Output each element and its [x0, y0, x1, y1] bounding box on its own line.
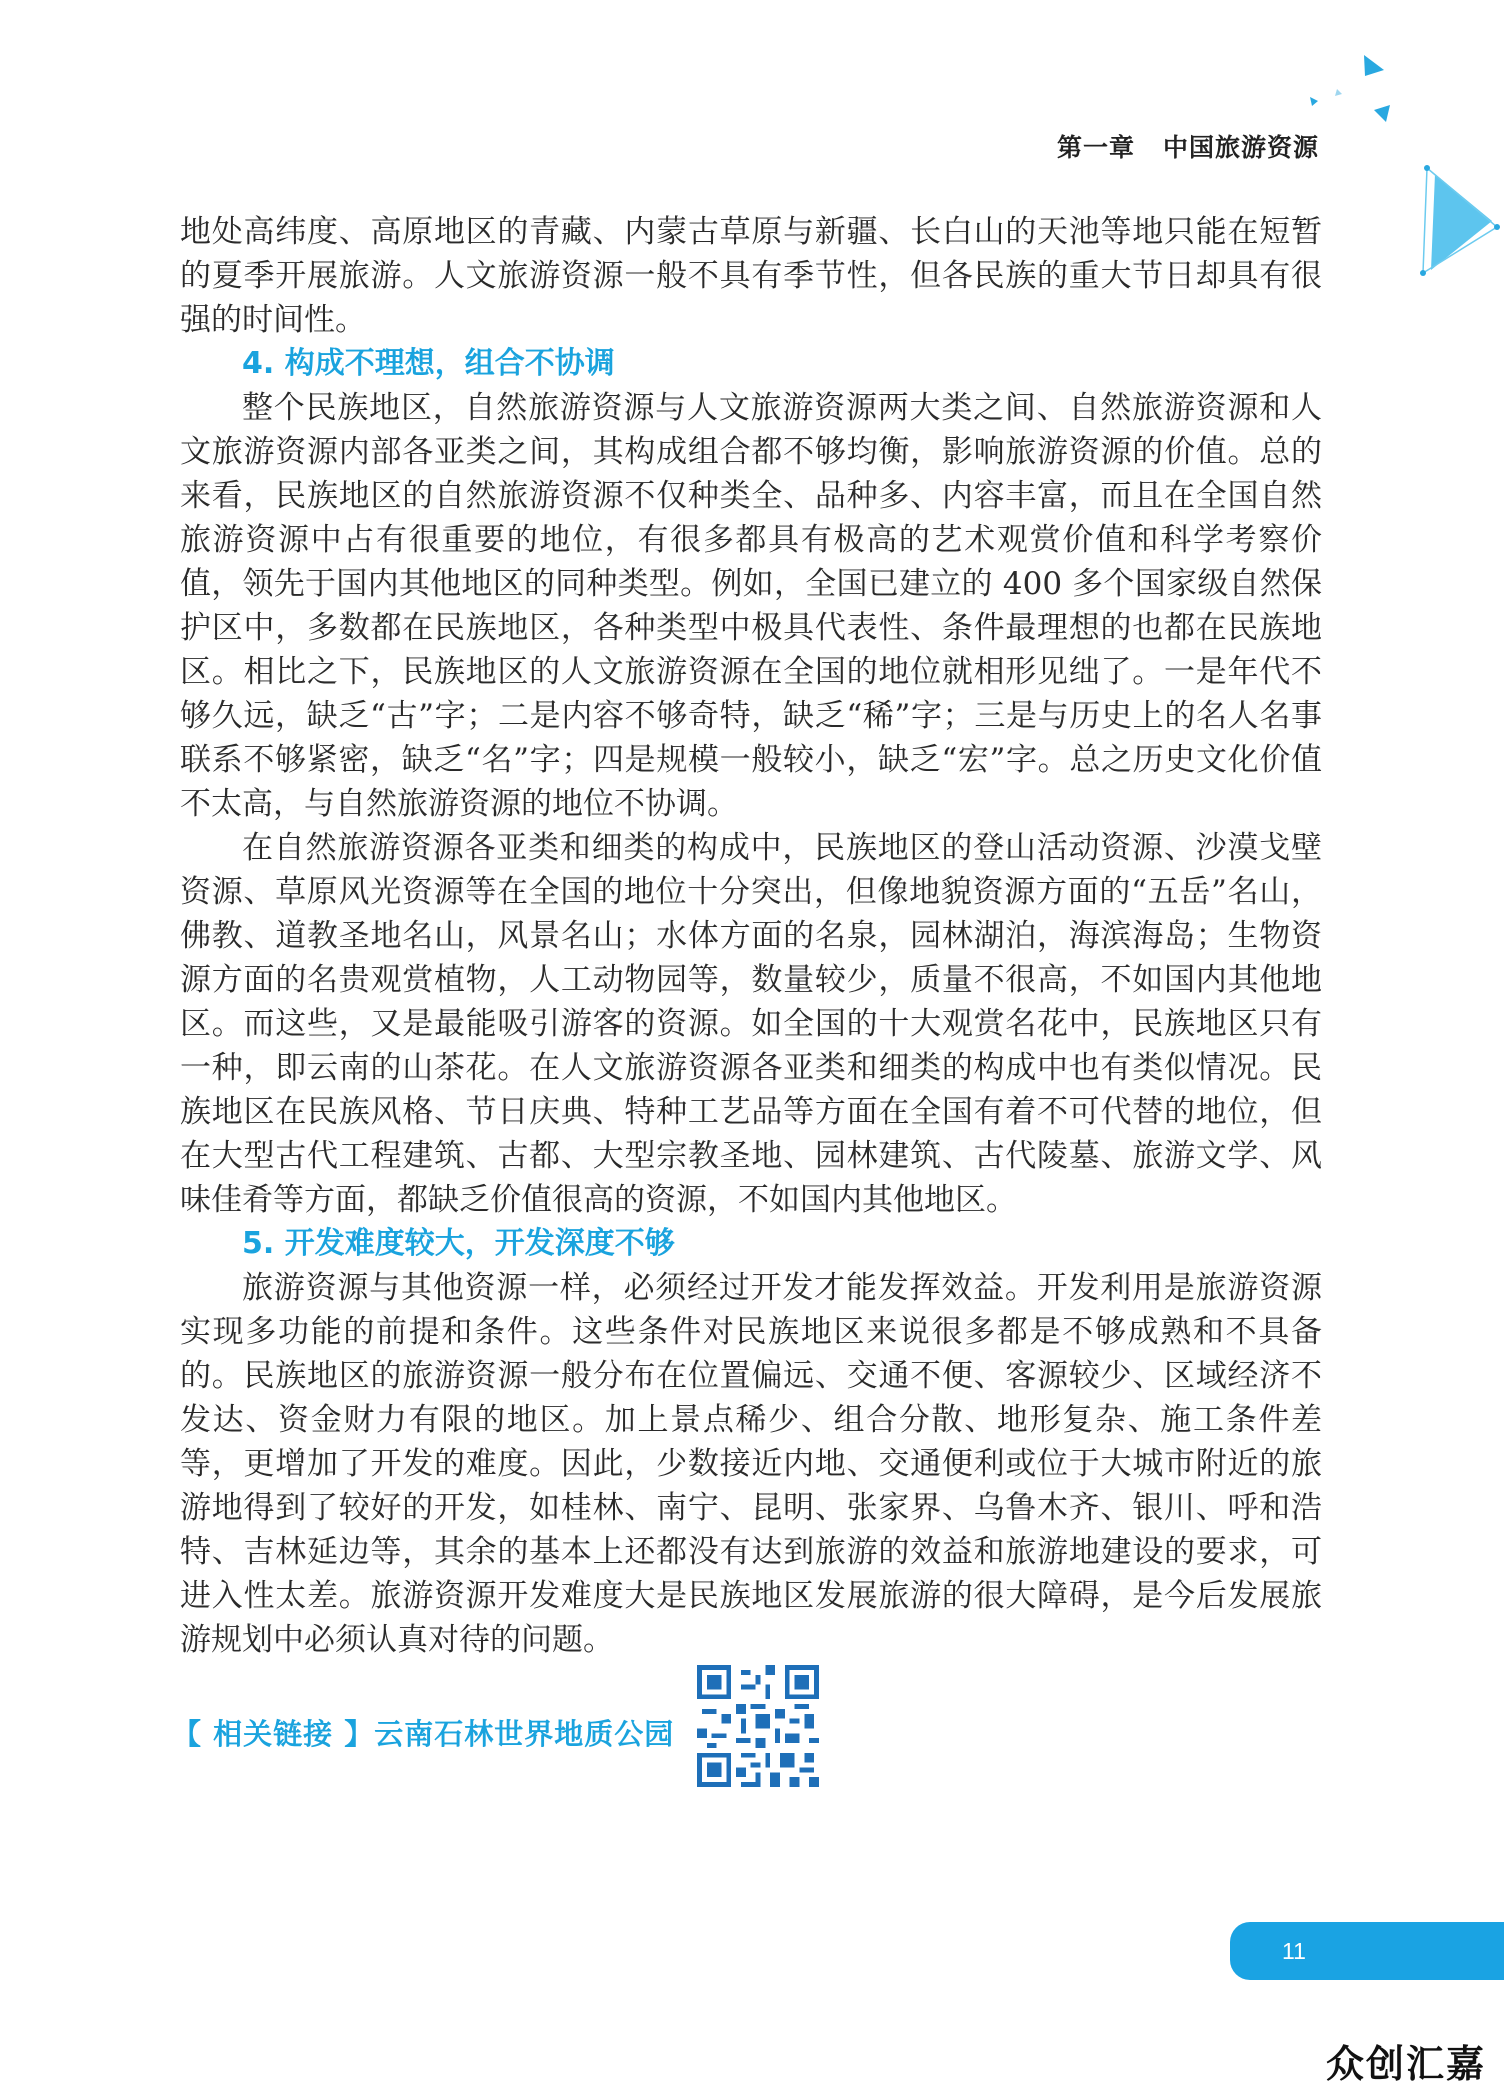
chapter-header [1057, 128, 1319, 164]
section-4-paragraph: 整个民族地区，自然旅游资源与人文旅游资源两大类之间、自然旅游资源和人文旅游资源内部各亚类之间，其构成组合都不够均衡，影响旅游资源的价值。总的来看，民族地区的自然旅游资源不仅种类全、品种多、内容丰富，而且在全国自然旅游资源中占有很重要的地位，有很多都具有极高的艺术观赏价值和科学考察价值，领先于国内其他地区的同种类型。例如，全国已建立的 400 多个国家级自然保护区中，多数都在民族地区，各种类型中极具代表性、条件最理想的也都在民族地区。相比之下，民族地区的人文旅游资源在全国的地位就相形见绌了。一是年代不够久远，缺乏“古”字；二是内容不够奇特，缺乏“稀”字；三是与历史上的名人名事联系不够紧密，缺乏“名”字；四是规模一般较小，缺乏“宏”字。总之历史文化价值不太高，与自然旅游资源的地位不协调。 [180, 390, 1322, 822]
watermark-text: 众创汇嘉 [1325, 2042, 1486, 2086]
qr-code[interactable] [697, 1665, 819, 1787]
section-4-heading: 4. 构成不理想，组合不协调 [242, 346, 615, 381]
corner-triangles-decoration [1304, 0, 1504, 300]
body-text [180, 210, 1322, 1662]
page-number: 11 [1282, 1937, 1306, 1964]
section-5-heading: 5. 开发难度较大，开发深度不够 [242, 1226, 675, 1261]
intro-paragraph: 地处高纬度、高原地区的青藏、内蒙古草原与新疆、长白山的天池等地只能在短暂的夏季开展旅游。人文旅游资源一般不具有季节性，但各民族的重大节日却具有很强的时间性。 [180, 214, 1322, 338]
section-4-paragraph: 在自然旅游资源各亚类和细类的构成中，民族地区的登山活动资源、沙漠戈壁资源、草原风光资源等在全国的地位十分突出，但像地貌资源方面的“五岳”名山，佛教、道教圣地名山，风景名山；水体方面的名泉，园林湖泊，海滨海岛；生物资源方面的名贵观赏植物，人工动物园等，数量较少，质量不很高，不如国内其他地区。而这些，又是最能吸引游客的资源。如全国的十大观赏名花中，民族地区只有一种，即云南的山茶花。在人文旅游资源各亚类和细类的构成中也有类似情况。民族地区在民族风格、节日庆典、特种工艺品等方面在全国有着不可代替的地位，但在大型古代工程建筑、古都、大型宗教圣地、园林建筑、古代陵墓、旅游文学、风味佳肴等方面，都缺乏价值很高的资源，不如国内其他地区。 [180, 830, 1322, 1218]
page-number-tab [1230, 1922, 1504, 1980]
chapter-number: 第一章 [1056, 133, 1135, 162]
section-5-paragraph: 旅游资源与其他资源一样，必须经过开发才能发挥效益。开发利用是旅游资源实现多功能的前提和条件。这些条件对民族地区来说很多都是不够成熟和不具备的。民族地区的旅游资源一般分布在位置偏远、交通不便、客源较少、区域经济不发达、资金财力有限的地区。加上景点稀少、组合分散、地形复杂、施工条件差等，更增加了开发的难度。因此，少数接近内地、交通便利或位于大城市附近的旅游地得到了较好的开发，如桂林、南宁、昆明、张家界、乌鲁木齐、银川、呼和浩特、吉林延边等，其余的基本上还都没有达到旅游的效益和旅游地建设的要求，可进入性太差。旅游资源开发难度大是民族地区发展旅游的很大障碍，是今后发展旅游规划中必须认真对待的问题。 [180, 1270, 1322, 1658]
chapter-title: 中国旅游资源 [1162, 133, 1319, 162]
related-link-label: 【 相关链接 】云南石林世界地质公园 [172, 1717, 675, 1751]
